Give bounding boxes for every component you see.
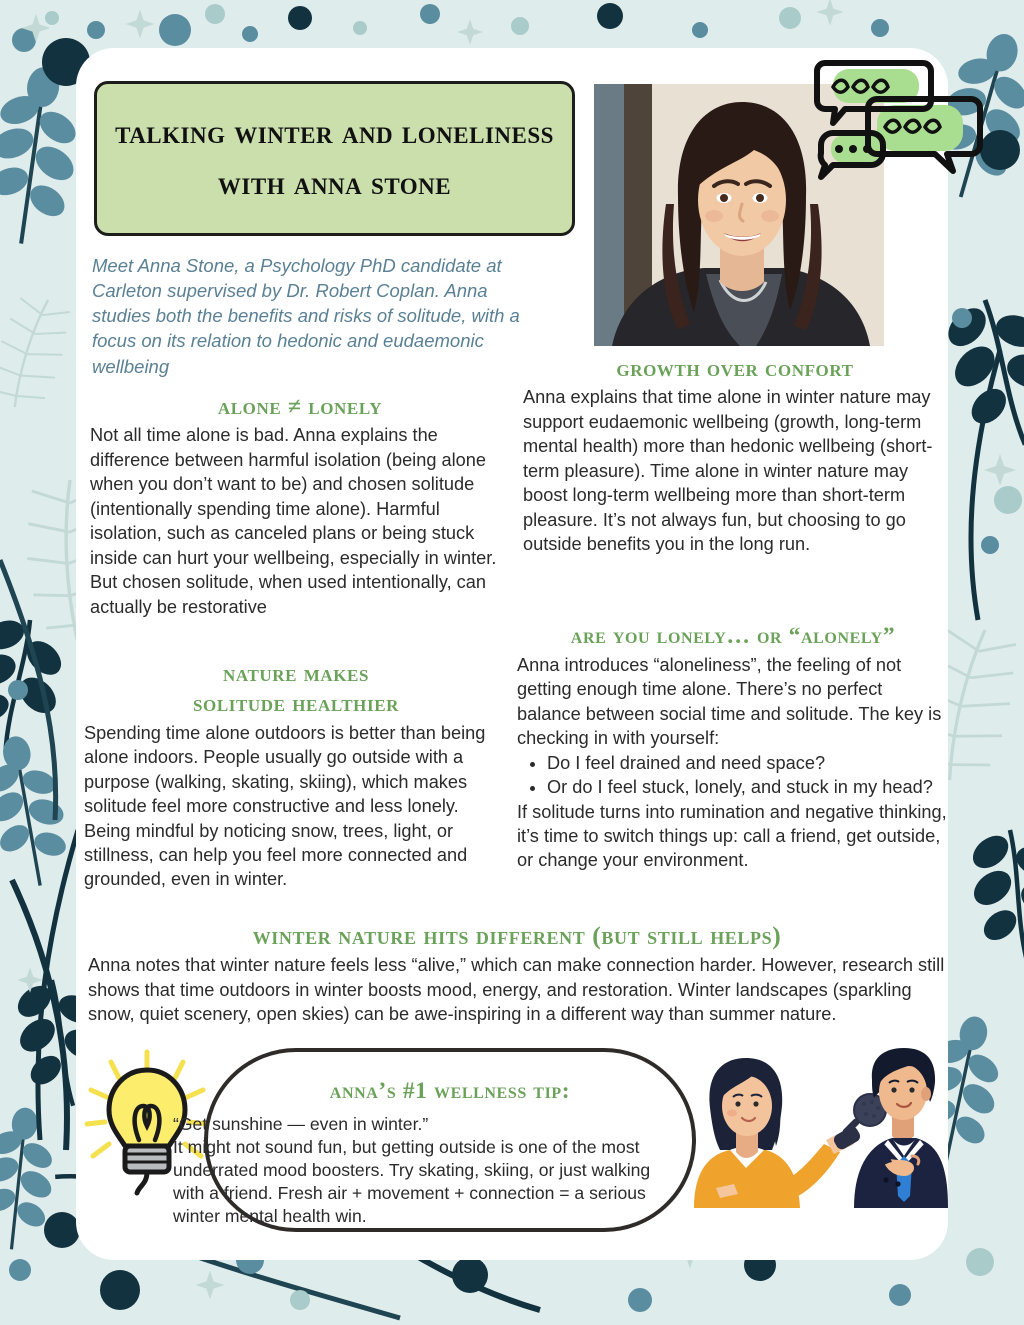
wellness-tip-heading: anna’s #1 wellness tip:	[329, 1078, 571, 1104]
section-body-alone: Not all time alone is bad. Anna explains the difference between harmful isolation (being alone when you don’t want to be) and chosen solitude (intentionally spending time alone). Harmful isolation, such as canceled plans or being stuck inside can hurt your wellbeing, especially in winter. But chosen solitude, when used intentionally, can actually be restorative	[90, 425, 497, 617]
section-winter-nature	[88, 921, 946, 1026]
wellness-tip-detail: It might not sound fun, but getting outside is one of the most underrated mood boosters. Try skating, skiing, or just walking with a friend. Fresh air + movement + connection = a serious winter mental health win.	[173, 1137, 651, 1227]
interview-illustration	[686, 1048, 941, 1208]
section-heading-growth: growth over confort	[616, 356, 854, 382]
wellness-tip-body	[173, 1113, 673, 1228]
section-alone-not-lonely	[90, 393, 510, 619]
section-heading-nature-line1: nature makes	[222, 661, 370, 687]
title-box	[94, 81, 575, 236]
speech-bubbles-icon	[811, 53, 986, 193]
alonely-question-list	[517, 751, 949, 800]
section-body-nature: Spending time alone outdoors is better than being alone indoors. People usually go outside with a purpose (walking, skating, skiing), which makes solitude feel more constructive and less lonely. Being mindful by noticing snow, trees, light, or stillness, can help you feel more connected and grounded, even in winter.	[84, 722, 486, 890]
section-growth-over-comfort	[523, 355, 947, 557]
section-alonely	[517, 623, 949, 873]
list-item: • Do I feel drained and need space?	[547, 751, 949, 775]
section-heading-nature-line2: solitude healthier	[192, 691, 400, 718]
wellness-tip-quote: “Get sunshine — even in winter.”	[173, 1114, 429, 1134]
list-item: • Or do I feel stuck, lonely, and stuck in my head?	[547, 775, 949, 799]
content-card	[76, 48, 948, 1260]
section-body-alonely-outro: If solitude turns into rumination and negative thinking, it’s time to switch things up: call a friend, get outside, or change your environment.	[517, 801, 947, 871]
intro-blurb: Meet Anna Stone, a Psychology PhD candidate at Carleton supervised by Dr. Robert Coplan. Anna studies both the benefits and risks of solitude, with a focus on its relation to hedonic and eudaemonic wellbeing	[92, 255, 520, 377]
section-heading-alonely: are you lonely… or “alonely”	[570, 623, 896, 649]
section-body-winter: Anna notes that winter nature feels less “alive,” which can make connection harder. However, research still shows that time outdoors in winter boosts mood, energy, and restoration. Winter landscapes (sparkling snow, quiet scenery, open skies) can be awe-inspiring in a different way than summer nature.	[88, 955, 945, 1025]
section-heading-winter: winter nature hits different (but still helps)	[252, 921, 782, 950]
page-title: talking winter and loneliness with anna stone	[115, 115, 554, 202]
section-heading-alone: alone ≠ lonely	[217, 394, 383, 420]
section-body-growth: Anna explains that time alone in winter nature may support eudaemonic wellbeing (growth, long-term mental health) more than hedonic wellbeing (short-term pleasure). Time alone in winter nature may boost long-term wellbeing more than short-term pleasure. It’s not always fun, but choosing to go outside benefits you in the long run.	[523, 387, 933, 555]
section-nature-solitude	[84, 660, 508, 892]
section-body-alonely-intro: Anna introduces “aloneliness”, the feeling of not getting enough time alone. There’s no perfect balance between social time and solitude. The key is checking in with yourself:	[517, 654, 942, 749]
